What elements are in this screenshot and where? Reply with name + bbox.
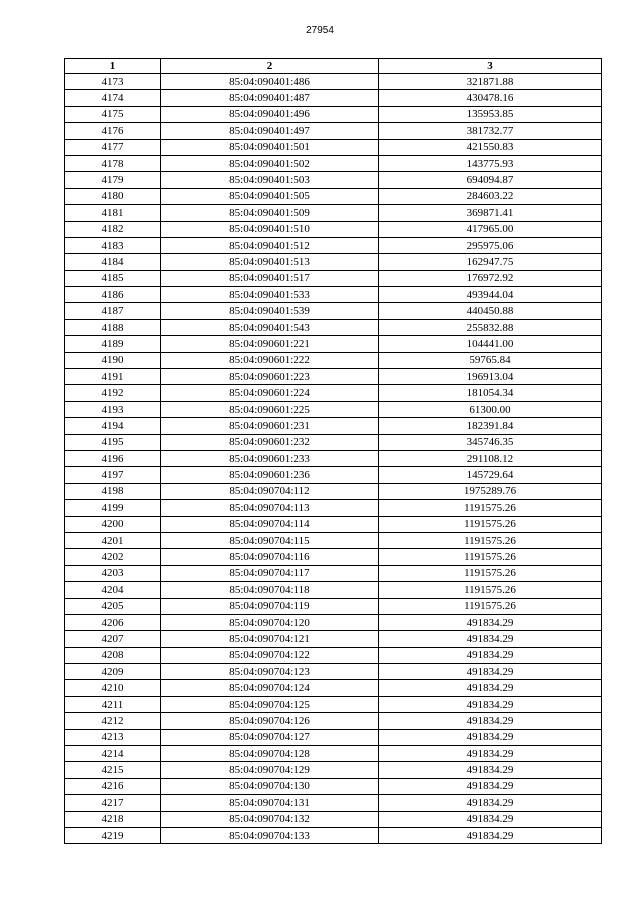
value-cell: 417965.00 xyxy=(379,221,602,237)
cadastral-number-cell: 85:04:090704:120 xyxy=(161,614,379,630)
table-row xyxy=(65,795,602,811)
row-number-cell: 4213 xyxy=(65,729,161,745)
data-table xyxy=(64,58,602,844)
row-number-cell: 4216 xyxy=(65,778,161,794)
table-row xyxy=(65,680,602,696)
row-number-cell: 4189 xyxy=(65,336,161,352)
cadastral-number-cell: 85:04:090401:533 xyxy=(161,287,379,303)
value-cell: 491834.29 xyxy=(379,614,602,630)
cadastral-number-cell: 85:04:090401:539 xyxy=(161,303,379,319)
row-number-cell: 4205 xyxy=(65,598,161,614)
value-cell: 694094.87 xyxy=(379,172,602,188)
cadastral-number-cell: 85:04:090401:543 xyxy=(161,319,379,335)
row-number-cell: 4204 xyxy=(65,582,161,598)
row-number-cell: 4196 xyxy=(65,450,161,466)
table-row xyxy=(65,385,602,401)
table-row xyxy=(65,631,602,647)
value-cell: 493944.04 xyxy=(379,287,602,303)
table-row xyxy=(65,746,602,762)
value-cell: 381732.77 xyxy=(379,123,602,139)
header-row xyxy=(65,59,602,74)
table-row xyxy=(65,336,602,352)
value-cell: 295975.06 xyxy=(379,237,602,253)
table-row xyxy=(65,270,602,286)
row-number-cell: 4179 xyxy=(65,172,161,188)
row-number-cell: 4217 xyxy=(65,795,161,811)
cadastral-number-cell: 85:04:090704:130 xyxy=(161,778,379,794)
value-cell: 1191575.26 xyxy=(379,500,602,516)
table-row xyxy=(65,450,602,466)
cadastral-number-cell: 85:04:090401:501 xyxy=(161,139,379,155)
table-row xyxy=(65,352,602,368)
value-cell: 181054.34 xyxy=(379,385,602,401)
value-cell: 182391.84 xyxy=(379,418,602,434)
table-row xyxy=(65,729,602,745)
table-row xyxy=(65,188,602,204)
value-cell: 284603.22 xyxy=(379,188,602,204)
cadastral-number-cell: 85:04:090704:123 xyxy=(161,664,379,680)
table-row xyxy=(65,664,602,680)
cadastral-number-cell: 85:04:090601:222 xyxy=(161,352,379,368)
row-number-cell: 4191 xyxy=(65,369,161,385)
row-number-cell: 4178 xyxy=(65,155,161,171)
value-cell: 491834.29 xyxy=(379,746,602,762)
table-row xyxy=(65,418,602,434)
row-number-cell: 4176 xyxy=(65,123,161,139)
cadastral-number-cell: 85:04:090401:486 xyxy=(161,74,379,90)
table-row xyxy=(65,369,602,385)
table-row xyxy=(65,778,602,794)
cadastral-number-cell: 85:04:090601:221 xyxy=(161,336,379,352)
cadastral-number-cell: 85:04:090704:118 xyxy=(161,582,379,598)
row-number-cell: 4180 xyxy=(65,188,161,204)
column-header-3: 3 xyxy=(379,59,602,74)
row-number-cell: 4193 xyxy=(65,401,161,417)
table-row xyxy=(65,139,602,155)
cadastral-number-cell: 85:04:090704:122 xyxy=(161,647,379,663)
table-row xyxy=(65,172,602,188)
value-cell: 491834.29 xyxy=(379,729,602,745)
cadastral-number-cell: 85:04:090704:127 xyxy=(161,729,379,745)
cadastral-number-cell: 85:04:090401:503 xyxy=(161,172,379,188)
value-cell: 491834.29 xyxy=(379,631,602,647)
value-cell: 176972.92 xyxy=(379,270,602,286)
row-number-cell: 4177 xyxy=(65,139,161,155)
cadastral-number-cell: 85:04:090704:133 xyxy=(161,827,379,843)
table-row xyxy=(65,598,602,614)
row-number-cell: 4192 xyxy=(65,385,161,401)
column-header-2: 2 xyxy=(161,59,379,74)
row-number-cell: 4185 xyxy=(65,270,161,286)
table-row xyxy=(65,401,602,417)
table-row xyxy=(65,434,602,450)
value-cell: 1975289.76 xyxy=(379,483,602,499)
table-row xyxy=(65,500,602,516)
value-cell: 491834.29 xyxy=(379,680,602,696)
table-row xyxy=(65,90,602,106)
row-number-cell: 4195 xyxy=(65,434,161,450)
row-number-cell: 4198 xyxy=(65,483,161,499)
table-row xyxy=(65,303,602,319)
table-row xyxy=(65,237,602,253)
value-cell: 491834.29 xyxy=(379,664,602,680)
row-number-cell: 4203 xyxy=(65,565,161,581)
table-row xyxy=(65,582,602,598)
cadastral-number-cell: 85:04:090704:116 xyxy=(161,549,379,565)
row-number-cell: 4201 xyxy=(65,532,161,548)
row-number-cell: 4208 xyxy=(65,647,161,663)
value-cell: 440450.88 xyxy=(379,303,602,319)
row-number-cell: 4215 xyxy=(65,762,161,778)
row-number-cell: 4209 xyxy=(65,664,161,680)
row-number-cell: 4182 xyxy=(65,221,161,237)
cadastral-number-cell: 85:04:090704:126 xyxy=(161,713,379,729)
cadastral-number-cell: 85:04:090601:233 xyxy=(161,450,379,466)
cadastral-number-cell: 85:04:090704:117 xyxy=(161,565,379,581)
cadastral-number-cell: 85:04:090401:513 xyxy=(161,254,379,270)
cadastral-number-cell: 85:04:090704:115 xyxy=(161,532,379,548)
row-number-cell: 4214 xyxy=(65,746,161,762)
cadastral-number-cell: 85:04:090704:124 xyxy=(161,680,379,696)
value-cell: 143775.93 xyxy=(379,155,602,171)
row-number-cell: 4175 xyxy=(65,106,161,122)
table-row xyxy=(65,287,602,303)
row-number-cell: 4186 xyxy=(65,287,161,303)
cadastral-number-cell: 85:04:090704:131 xyxy=(161,795,379,811)
table-row xyxy=(65,483,602,499)
table-row xyxy=(65,516,602,532)
value-cell: 491834.29 xyxy=(379,811,602,827)
value-cell: 421550.83 xyxy=(379,139,602,155)
table-row xyxy=(65,467,602,483)
row-number-cell: 4219 xyxy=(65,827,161,843)
value-cell: 491834.29 xyxy=(379,713,602,729)
cadastral-number-cell: 85:04:090704:113 xyxy=(161,500,379,516)
row-number-cell: 4211 xyxy=(65,696,161,712)
row-number-cell: 4206 xyxy=(65,614,161,630)
row-number-cell: 4173 xyxy=(65,74,161,90)
cadastral-number-cell: 85:04:090401:505 xyxy=(161,188,379,204)
table-row xyxy=(65,565,602,581)
table-row xyxy=(65,811,602,827)
value-cell: 196913.04 xyxy=(379,369,602,385)
row-number-cell: 4183 xyxy=(65,237,161,253)
value-cell: 1191575.26 xyxy=(379,516,602,532)
cadastral-number-cell: 85:04:090601:232 xyxy=(161,434,379,450)
cadastral-number-cell: 85:04:090401:502 xyxy=(161,155,379,171)
cadastral-number-cell: 85:04:090601:225 xyxy=(161,401,379,417)
value-cell: 491834.29 xyxy=(379,795,602,811)
cadastral-number-cell: 85:04:090704:121 xyxy=(161,631,379,647)
value-cell: 162947.75 xyxy=(379,254,602,270)
cadastral-number-cell: 85:04:090704:114 xyxy=(161,516,379,532)
value-cell: 1191575.26 xyxy=(379,532,602,548)
table-row xyxy=(65,319,602,335)
row-number-cell: 4190 xyxy=(65,352,161,368)
value-cell: 491834.29 xyxy=(379,778,602,794)
table-row xyxy=(65,647,602,663)
value-cell: 1191575.26 xyxy=(379,598,602,614)
cadastral-number-cell: 85:04:090401:510 xyxy=(161,221,379,237)
value-cell: 1191575.26 xyxy=(379,549,602,565)
table-row xyxy=(65,614,602,630)
column-header-1: 1 xyxy=(65,59,161,74)
cadastral-number-cell: 85:04:090601:224 xyxy=(161,385,379,401)
value-cell: 345746.35 xyxy=(379,434,602,450)
cadastral-number-cell: 85:04:090704:119 xyxy=(161,598,379,614)
row-number-cell: 4199 xyxy=(65,500,161,516)
row-number-cell: 4194 xyxy=(65,418,161,434)
value-cell: 145729.64 xyxy=(379,467,602,483)
cadastral-number-cell: 85:04:090601:236 xyxy=(161,467,379,483)
row-number-cell: 4218 xyxy=(65,811,161,827)
table-row xyxy=(65,713,602,729)
row-number-cell: 4184 xyxy=(65,254,161,270)
table-row xyxy=(65,549,602,565)
value-cell: 1191575.26 xyxy=(379,582,602,598)
table-row xyxy=(65,254,602,270)
cadastral-number-cell: 85:04:090704:129 xyxy=(161,762,379,778)
row-number-cell: 4202 xyxy=(65,549,161,565)
row-number-cell: 4212 xyxy=(65,713,161,729)
cadastral-number-cell: 85:04:090704:132 xyxy=(161,811,379,827)
row-number-cell: 4197 xyxy=(65,467,161,483)
value-cell: 104441.00 xyxy=(379,336,602,352)
table-row xyxy=(65,205,602,221)
row-number-cell: 4187 xyxy=(65,303,161,319)
page-number: 27954 xyxy=(306,25,334,36)
table-row xyxy=(65,696,602,712)
value-cell: 255832.88 xyxy=(379,319,602,335)
table-row xyxy=(65,221,602,237)
value-cell: 430478.16 xyxy=(379,90,602,106)
table-header xyxy=(65,59,602,74)
cadastral-number-cell: 85:04:090401:487 xyxy=(161,90,379,106)
value-cell: 491834.29 xyxy=(379,696,602,712)
value-cell: 61300.00 xyxy=(379,401,602,417)
row-number-cell: 4181 xyxy=(65,205,161,221)
cadastral-number-cell: 85:04:090704:128 xyxy=(161,746,379,762)
cadastral-number-cell: 85:04:090601:223 xyxy=(161,369,379,385)
table-row xyxy=(65,123,602,139)
table-row xyxy=(65,74,602,90)
table-body xyxy=(65,74,602,844)
row-number-cell: 4174 xyxy=(65,90,161,106)
value-cell: 491834.29 xyxy=(379,647,602,663)
cadastral-number-cell: 85:04:090704:125 xyxy=(161,696,379,712)
table-row xyxy=(65,106,602,122)
value-cell: 1191575.26 xyxy=(379,565,602,581)
value-cell: 59765.84 xyxy=(379,352,602,368)
row-number-cell: 4200 xyxy=(65,516,161,532)
cadastral-number-cell: 85:04:090401:517 xyxy=(161,270,379,286)
cadastral-number-cell: 85:04:090704:112 xyxy=(161,483,379,499)
value-cell: 291108.12 xyxy=(379,450,602,466)
cadastral-number-cell: 85:04:090401:509 xyxy=(161,205,379,221)
cadastral-number-cell: 85:04:090601:231 xyxy=(161,418,379,434)
row-number-cell: 4207 xyxy=(65,631,161,647)
value-cell: 321871.88 xyxy=(379,74,602,90)
cadastral-number-cell: 85:04:090401:512 xyxy=(161,237,379,253)
value-cell: 135953.85 xyxy=(379,106,602,122)
table-row xyxy=(65,762,602,778)
cadastral-number-cell: 85:04:090401:497 xyxy=(161,123,379,139)
row-number-cell: 4188 xyxy=(65,319,161,335)
row-number-cell: 4210 xyxy=(65,680,161,696)
table-row xyxy=(65,155,602,171)
value-cell: 491834.29 xyxy=(379,827,602,843)
cadastral-number-cell: 85:04:090401:496 xyxy=(161,106,379,122)
table-row xyxy=(65,532,602,548)
value-cell: 369871.41 xyxy=(379,205,602,221)
table-row xyxy=(65,827,602,843)
value-cell: 491834.29 xyxy=(379,762,602,778)
